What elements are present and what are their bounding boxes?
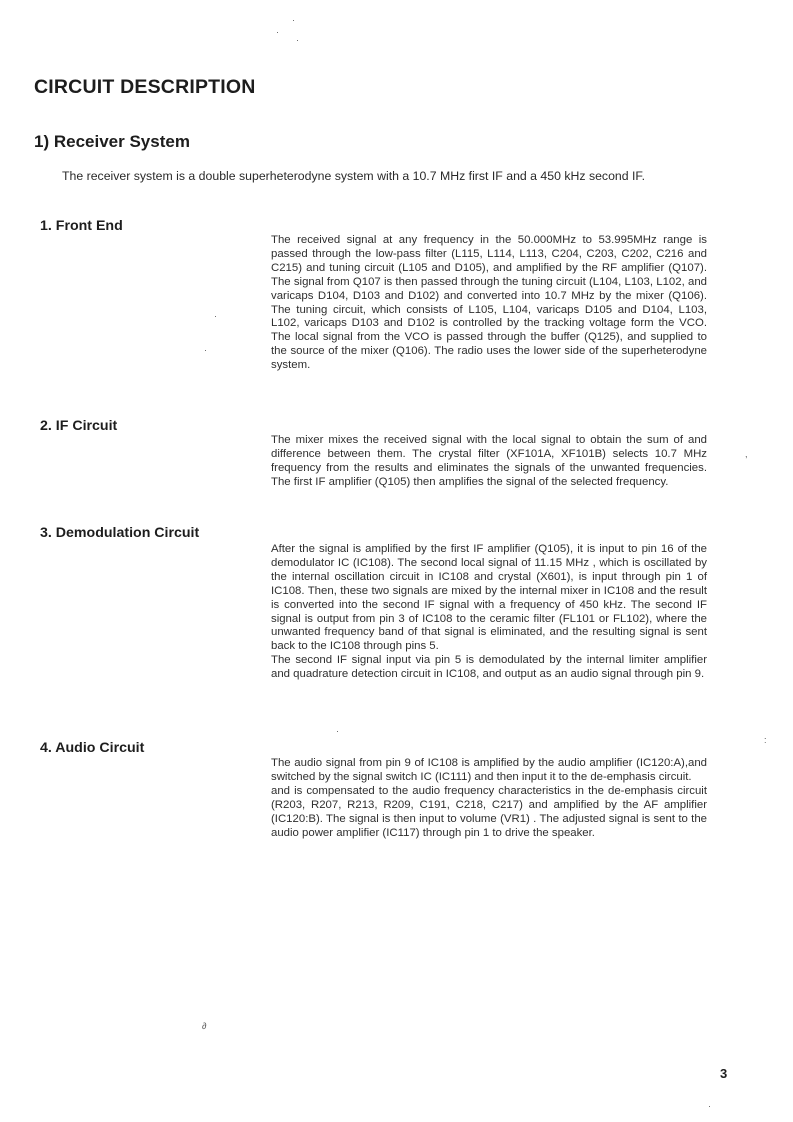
section-heading-if-circuit: 2. IF Circuit [40, 418, 118, 434]
section-body-demodulation-circuit [271, 543, 707, 682]
intro-paragraph: The receiver system is a double superheterodyne system with a 10.7 MHz first IF and a 450 kHz second IF. [62, 169, 645, 183]
scan-speck: · [296, 35, 299, 45]
section-body-audio-circuit [271, 757, 707, 840]
scan-speck: ∂ [202, 1021, 207, 1031]
section-body-front-end [271, 234, 707, 373]
scan-speck: · [204, 345, 207, 355]
scan-speck: · [336, 726, 339, 736]
scan-speck: : [764, 735, 767, 745]
section-heading-front-end: 1. Front End [40, 218, 123, 234]
scan-speck: · [276, 27, 279, 37]
scan-speck: · [708, 1101, 711, 1111]
section-paragraph: The second IF signal input via pin 5 is demodulated by the internal limiter amplifier and quadrature detection circuit in IC108, and output as an audio signal through pin 9. [271, 654, 707, 681]
section-heading-audio-circuit: 4. Audio Circuit [40, 740, 145, 756]
scan-speck: · [214, 311, 217, 321]
section-paragraph: The received signal at any frequency in the 50.000MHz to 53.995MHz range is passed through the low-pass filter (L115, L114, L113, C204, C203, C202, C216 and C215) and tuning circuit (L105 and D105), and amplified by the RF amplifier (Q107). The signal from Q107 is then passed through the tuning circuit (L104, L103, L102, and varicaps D104, D103 and D102) and converted into 10.7 MHz by the mixer (Q106). The tuning circuit, which consists of L105, L104, varicaps D105 and D104, L103, L102, varicaps D103 and D102 is controlled by the tracking voltage form the VCO. The local signal from the VCO is passed through the buffer (Q125), and supplied to the source of the mixer (Q106). The radio uses the lower side of the superheterodyne system. [271, 234, 707, 372]
section-paragraph: The mixer mixes the received signal with the local signal to obtain the sum of and difference between them. The crystal filter (XF101A, XF101B) selects 10.7 MHz frequency from the results and eliminates the signals of the unwanted frequencies. The first IF amplifier (Q105) then amplifies the signal of the selected frequency. [271, 434, 707, 488]
section-heading-demodulation-circuit: 3. Demodulation Circuit [40, 525, 200, 541]
section-paragraph: The audio signal from pin 9 of IC108 is amplified by the audio amplifier (IC120:A),and switched by the signal switch IC (IC111) and then input it to the de-emphasis circuit. [271, 757, 707, 783]
section-paragraph: After the signal is amplified by the first IF amplifier (Q105), it is input to pin 16 of the demodulator IC (IC108). The second local signal of 11.15 MHz , which is oscillated by the internal oscillation circuit in IC108 and crystal (X601), is input through pin 1 of IC108. Then, these two signals are mixed by the internal mixer in IC108 and the result is converted into the second IF signal with a frequency of 450 kHz. The second IF signal is output from pin 3 of IC108 to the ceramic filter (FL101 or FL102), where the unwanted frequency band of that signal is eliminated, and the resulting signal is sent back to the IC108 through pins 5. [271, 543, 707, 653]
page-number: 3 [720, 1066, 728, 1081]
scan-speck: , [745, 449, 748, 459]
scan-speck: · [292, 15, 295, 25]
section-paragraph: and is compensated to the audio frequency characteristics in the de-emphasis circuit (R203, R207, R213, R209, C191, C218, C217) and amplified by the AF amplifier (IC120:B). The signal is then input to volume (VR1) . The adjusted signal is sent to the audio power amplifier (IC117) through pin 1 to drive the speaker. [271, 784, 707, 839]
section-body-if-circuit [271, 434, 707, 490]
page-title: CIRCUIT DESCRIPTION [34, 76, 256, 98]
section-subtitle: 1) Receiver System [34, 132, 190, 151]
